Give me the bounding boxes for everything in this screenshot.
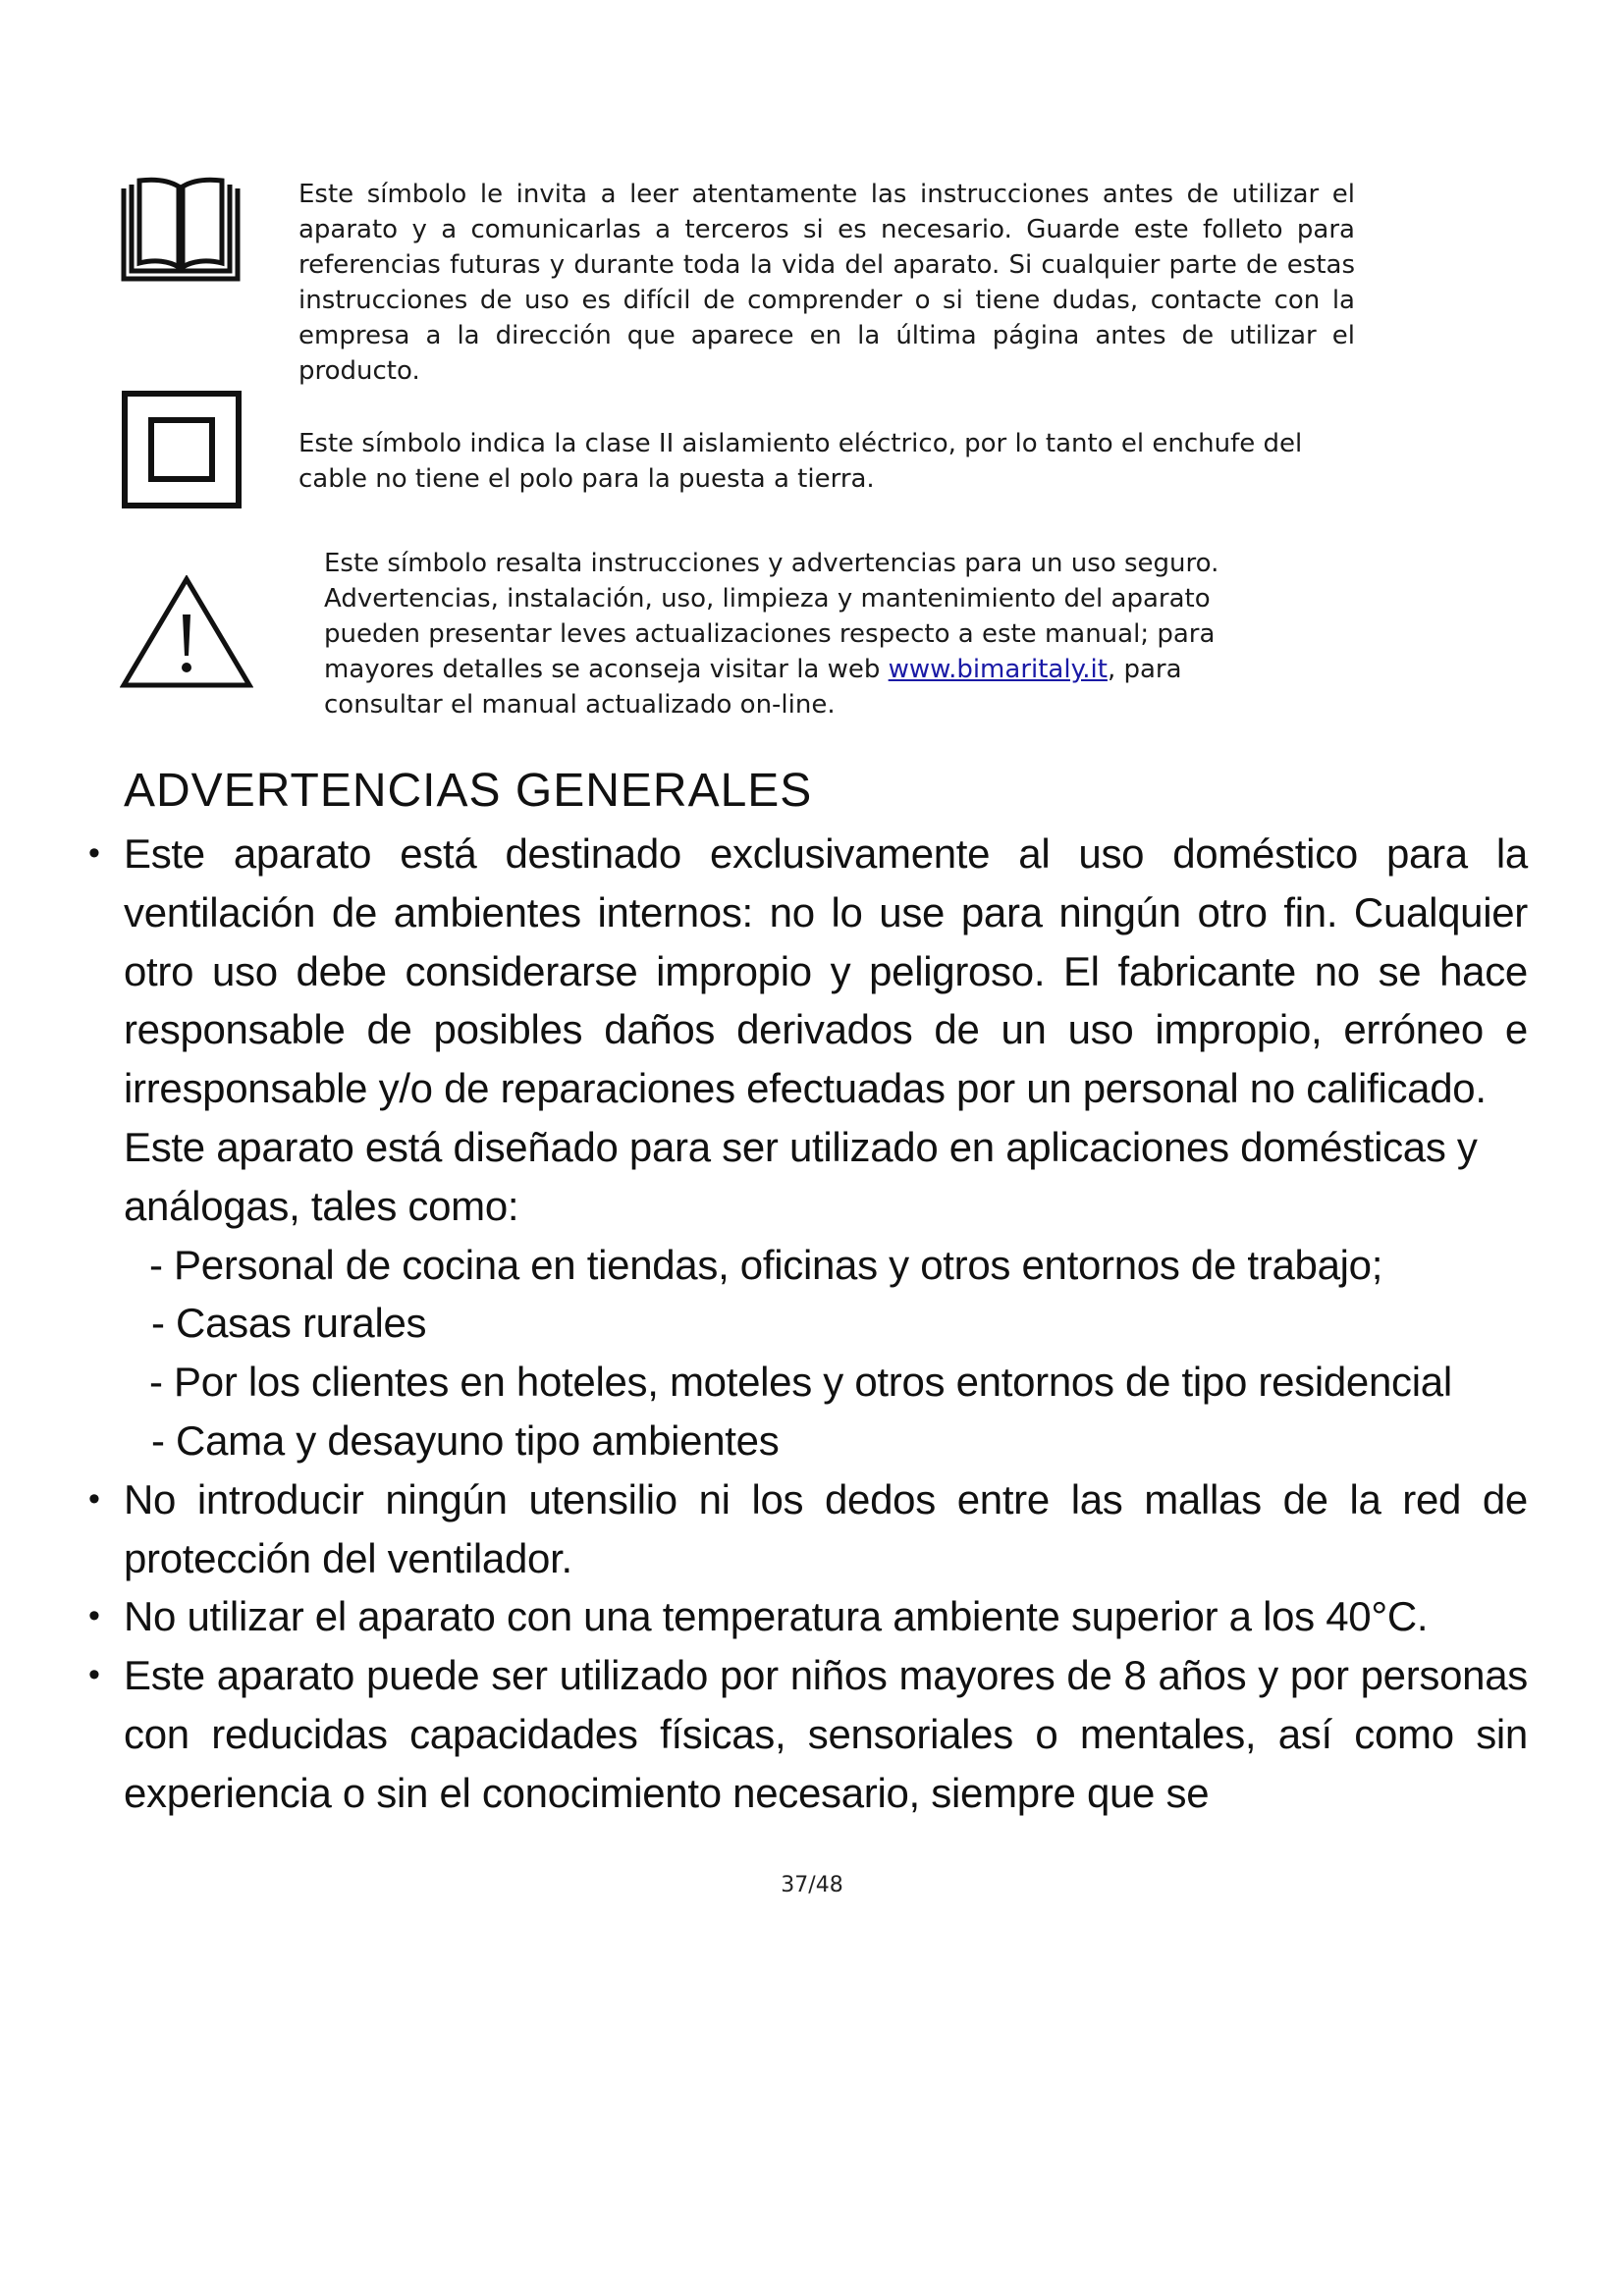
item-text: • Este aparato está destinado exclusivamente al uso doméstico para la ventilación de ambientes internos: no lo use para ningún otro fin. Cualquier otro uso debe considerarse impropio y peligroso. El fabricante no se hace responsable de posibles daños derivados de un uso impropio, erróneo e irresponsable y/o de reparaciones efectuadas por un personal no calificado.: [124, 830, 1528, 1112]
sub-item: - Cama y desayuno tipo ambientes: [151, 1416, 780, 1464]
warning-triangle-icon: [120, 575, 253, 689]
bimaritaly-link[interactable]: www.bimaritaly.it: [888, 655, 1108, 684]
sub-item: - Personal de cocina en tiendas, oficinas y otros entornos de trabajo;: [149, 1241, 1383, 1288]
page-number: 37/48: [781, 1873, 843, 1897]
read-manual-icon: [120, 177, 242, 283]
item-text: • No introducir ningún utensilio ni los dedos entre las mallas de la red de protección del ventilador.: [124, 1475, 1528, 1581]
manual-symbol-text: Este símbolo le invita a leer atentamente las instrucciones antes de utilizar el aparato y a comunicarlas a terceros si es necesario. Guarde este folleto para referencias futuras y durante toda la vida del aparato. Si cualquier parte de estas instrucciones de uso es difícil de comprender o si tiene dudas, contacte con la empresa a la dirección que aparece en la última página antes de utilizar el producto.: [298, 180, 1355, 386]
class-ii-insulation-icon: [122, 391, 242, 508]
item-text: • Este aparato puede ser utilizado por niños mayores de 8 años y por personas con reducidas capacidades físicas, sensoriales o mentales, así como sin experiencia o sin el conocimiento necesario, siempre que se: [124, 1652, 1528, 1816]
sub-item: - Casas rurales: [151, 1300, 427, 1347]
warning-symbol-text: [324, 546, 1306, 722]
item-text-continued: Este aparato está diseñado para ser utilizado en aplicaciones domésticas y análogas, tales como:: [124, 1123, 1478, 1229]
warnings-list: [124, 825, 1528, 1823]
section-heading: ADVERTENCIAS GENERALES: [124, 765, 813, 817]
list-item: [124, 825, 1528, 1470]
list-item: [124, 1646, 1528, 1822]
list-item: [124, 1470, 1528, 1588]
item-text: • No utilizar el aparato con una temperatura ambiente superior a los 40°C.: [124, 1593, 1429, 1640]
list-item: [124, 1587, 1528, 1646]
sub-item: - Por los clientes en hoteles, moteles y otros entornos de tipo residencial: [149, 1359, 1452, 1406]
warning-text-after: , para consultar el manual actualizado on-line.: [324, 655, 1182, 720]
warning-text-before: Este símbolo resalta instrucciones y advertencias para un uso seguro. Advertencias, instalación, uso, limpieza y mantenimiento del aparato pueden presentar leves actualizaciones respecto a este manual; para mayores detalles se aconseja visitar la web: [324, 549, 1219, 684]
class-ii-symbol-text: Este símbolo indica la clase II aislamiento eléctrico, por lo tanto el enchufe del cable no tiene el polo para la puesta a tierra.: [298, 429, 1303, 494]
